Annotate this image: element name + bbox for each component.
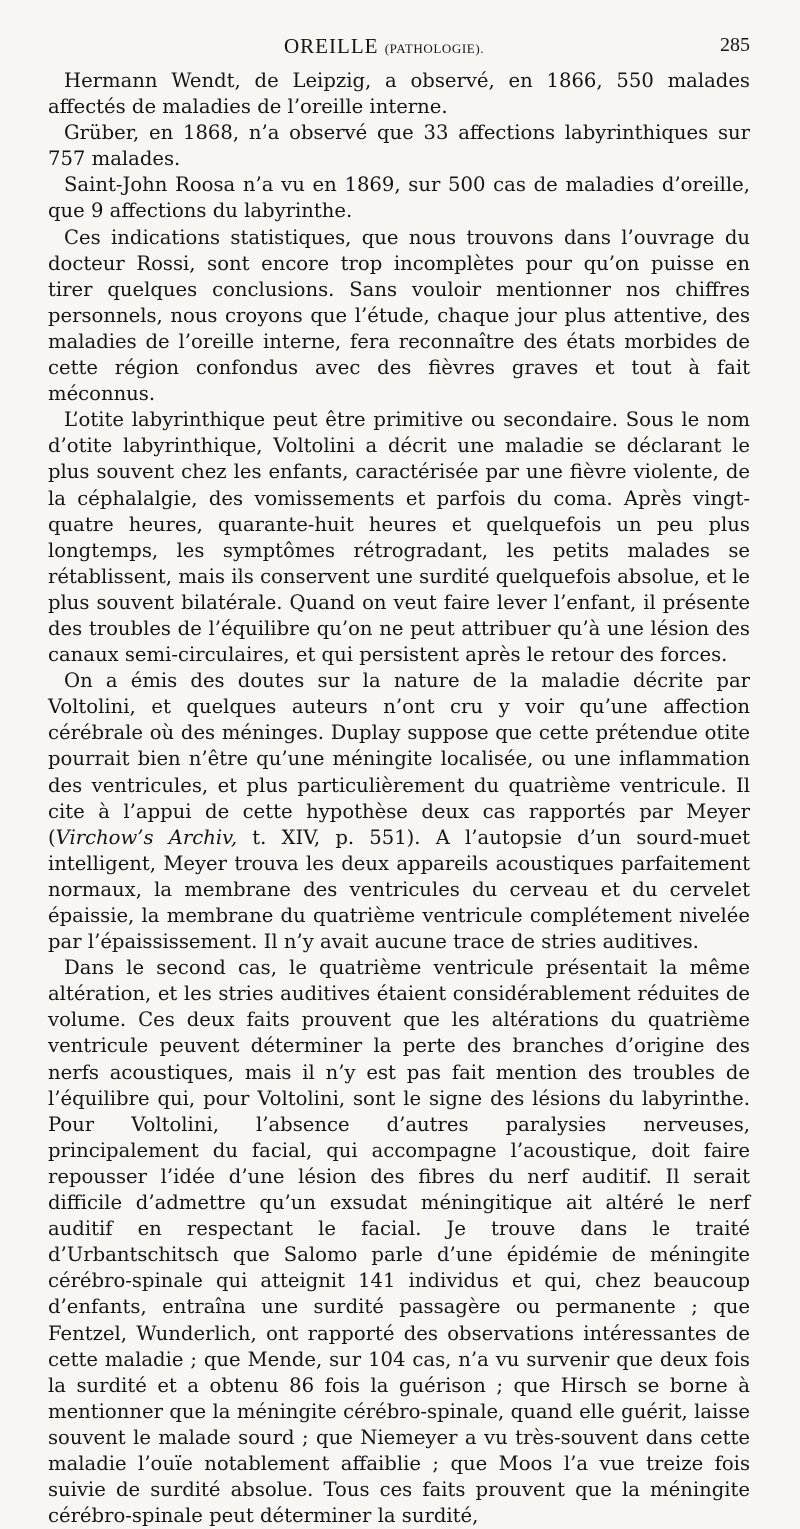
paragraph-wendt: Hermann Wendt, de Leipzig, a observé, en 1866, 550 malades affectés de maladies de l’oreille interne. [48, 69, 750, 119]
paragraph-roosa: Saint-John Roosa n’a vu en 1869, sur 500 cas de maladies d’oreille, que 9 affections du labyrinthe. [48, 173, 750, 223]
paragraph-statistics: Ces indications statistiques, que nous trouvons dans l’ouvrage du docteur Rossi, sont encore trop incomplètes pour qu’on puisse en tirer quelques conclusions. Sans vouloir mentionner nos chiffres personnels, nous croyons que l’étude, chaque jour plus attentive, des maladies de l’oreille interne, fera reconnaître des états morbides de cette région confondus avec des fièvres graves et tout à fait méconnus. [48, 225, 750, 406]
paragraph-second-case: Dans le second cas, le quatrième ventricule présentait la même altération, et les stries auditives étaient considérablement réduites de volume. Ces deux faits prouvent que les altérations du quatrième ventricule peuvent déterminer la perte des branches d’origine des nerfs acoustiques, mais il n’y est pas fait mention des troubles de l’équilibre qui, pour Voltolini, sont le signe des lésions du labyrinthe. Pour Voltolini, l’absence d’autres paralysies nerveuses, principalement du facial, qui accompagne l’acoustique, doit faire repousser l’idée d’une lésion des fibres du nerf auditif. Il serait difficile d’admettre qu’un exsudat méningitique ait altéré le nerf auditif en respectant le facial. Je trouve dans le traité d’Urbantschitsch que Salomo parle d’une épidémie de méningite cérébro-spinale qui atteignit 141 individus et qui, chez beaucoup d’enfants, entraîna une surdité passagère ou permanente ; que Fentzel, Wunderlich, ont rapporté des observations intéressantes de cette maladie ; que Mende, sur 104 cas, n’a vu survenir que deux fois la surdité et a obtenu 86 fois la guérison ; que Hirsch se borne à mentionner que la méningite cérébro-spinale, quand elle guérit, laisse souvent le malade sourd ; que Niemeyer a vu très-souvent dans cette maladie l’ouïe notablement affaiblie ; que Moos l’a vue treize fois suivie de surdité absolue. Tous ces faits prouvent que la méningite cérébro-spinale peut déterminer la surdité, [48, 956, 750, 1528]
book-page [48, 34, 750, 1528]
title-main: OREILLE [284, 34, 379, 58]
paragraph-gruber: Grüber, en 1868, n’a observé que 33 affections labyrinthiques sur 757 malades. [48, 121, 750, 171]
meyer-text-after: t. XIV, p. 551). A l’autopsie d’un sourd-muet intelligent, Meyer trouva les deux appareils acoustiques parfaitement normaux, la membrane des ventricules du cerveau et du cervelet épaissie, la membrane du quatrième ventricule complétement nivelée par l’épaississement. Il n’y avait aucune trace de stries auditives. [48, 825, 750, 954]
title-subtitle: (PATHOLOGIE). [384, 41, 485, 56]
journal-title: Virchow’s Archiv, [55, 825, 238, 849]
running-title [284, 34, 484, 59]
running-header [48, 34, 750, 68]
paragraph-meyer [48, 668, 750, 955]
meyer-text-before: On a émis des doutes sur la nature de la maladie décrite par Voltolini, et quelques auteurs n’ont cru y voir qu’une affection cérébrale où des méninges. Duplay suppose que cette prétendue otite pourrait bien n’être qu’une méningite localisée, ou une inflammation des ventricules, et plus particulièrement du quatrième ventricule. Il cite à l’appui de cette hypothèse deux cas rapportés par Meyer ( [48, 669, 750, 849]
page-number: 285 [720, 34, 750, 56]
paragraph-otite-labyrinthique: L’otite labyrinthique peut être primitive ou secondaire. Sous le nom d’otite labyrinthique, Voltolini a décrit une maladie se déclarant le plus souvent chez les enfants, caractérisée par une fièvre violente, de la céphalalgie, des vomissements et parfois du coma. Après vingt-quatre heures, quarante-huit heures et quelquefois un peu plus longtemps, les symptômes rétrogradant, les petits malades se rétablissent, mais ils conservent une surdité quelquefois absolue, et le plus souvent bilatérale. Quand on veut faire lever l’enfant, il présente des troubles de l’équilibre qu’on ne peut attribuer qu’à une lésion des canaux semi-circulaires, et qui persistent après le retour des forces. [48, 408, 750, 667]
